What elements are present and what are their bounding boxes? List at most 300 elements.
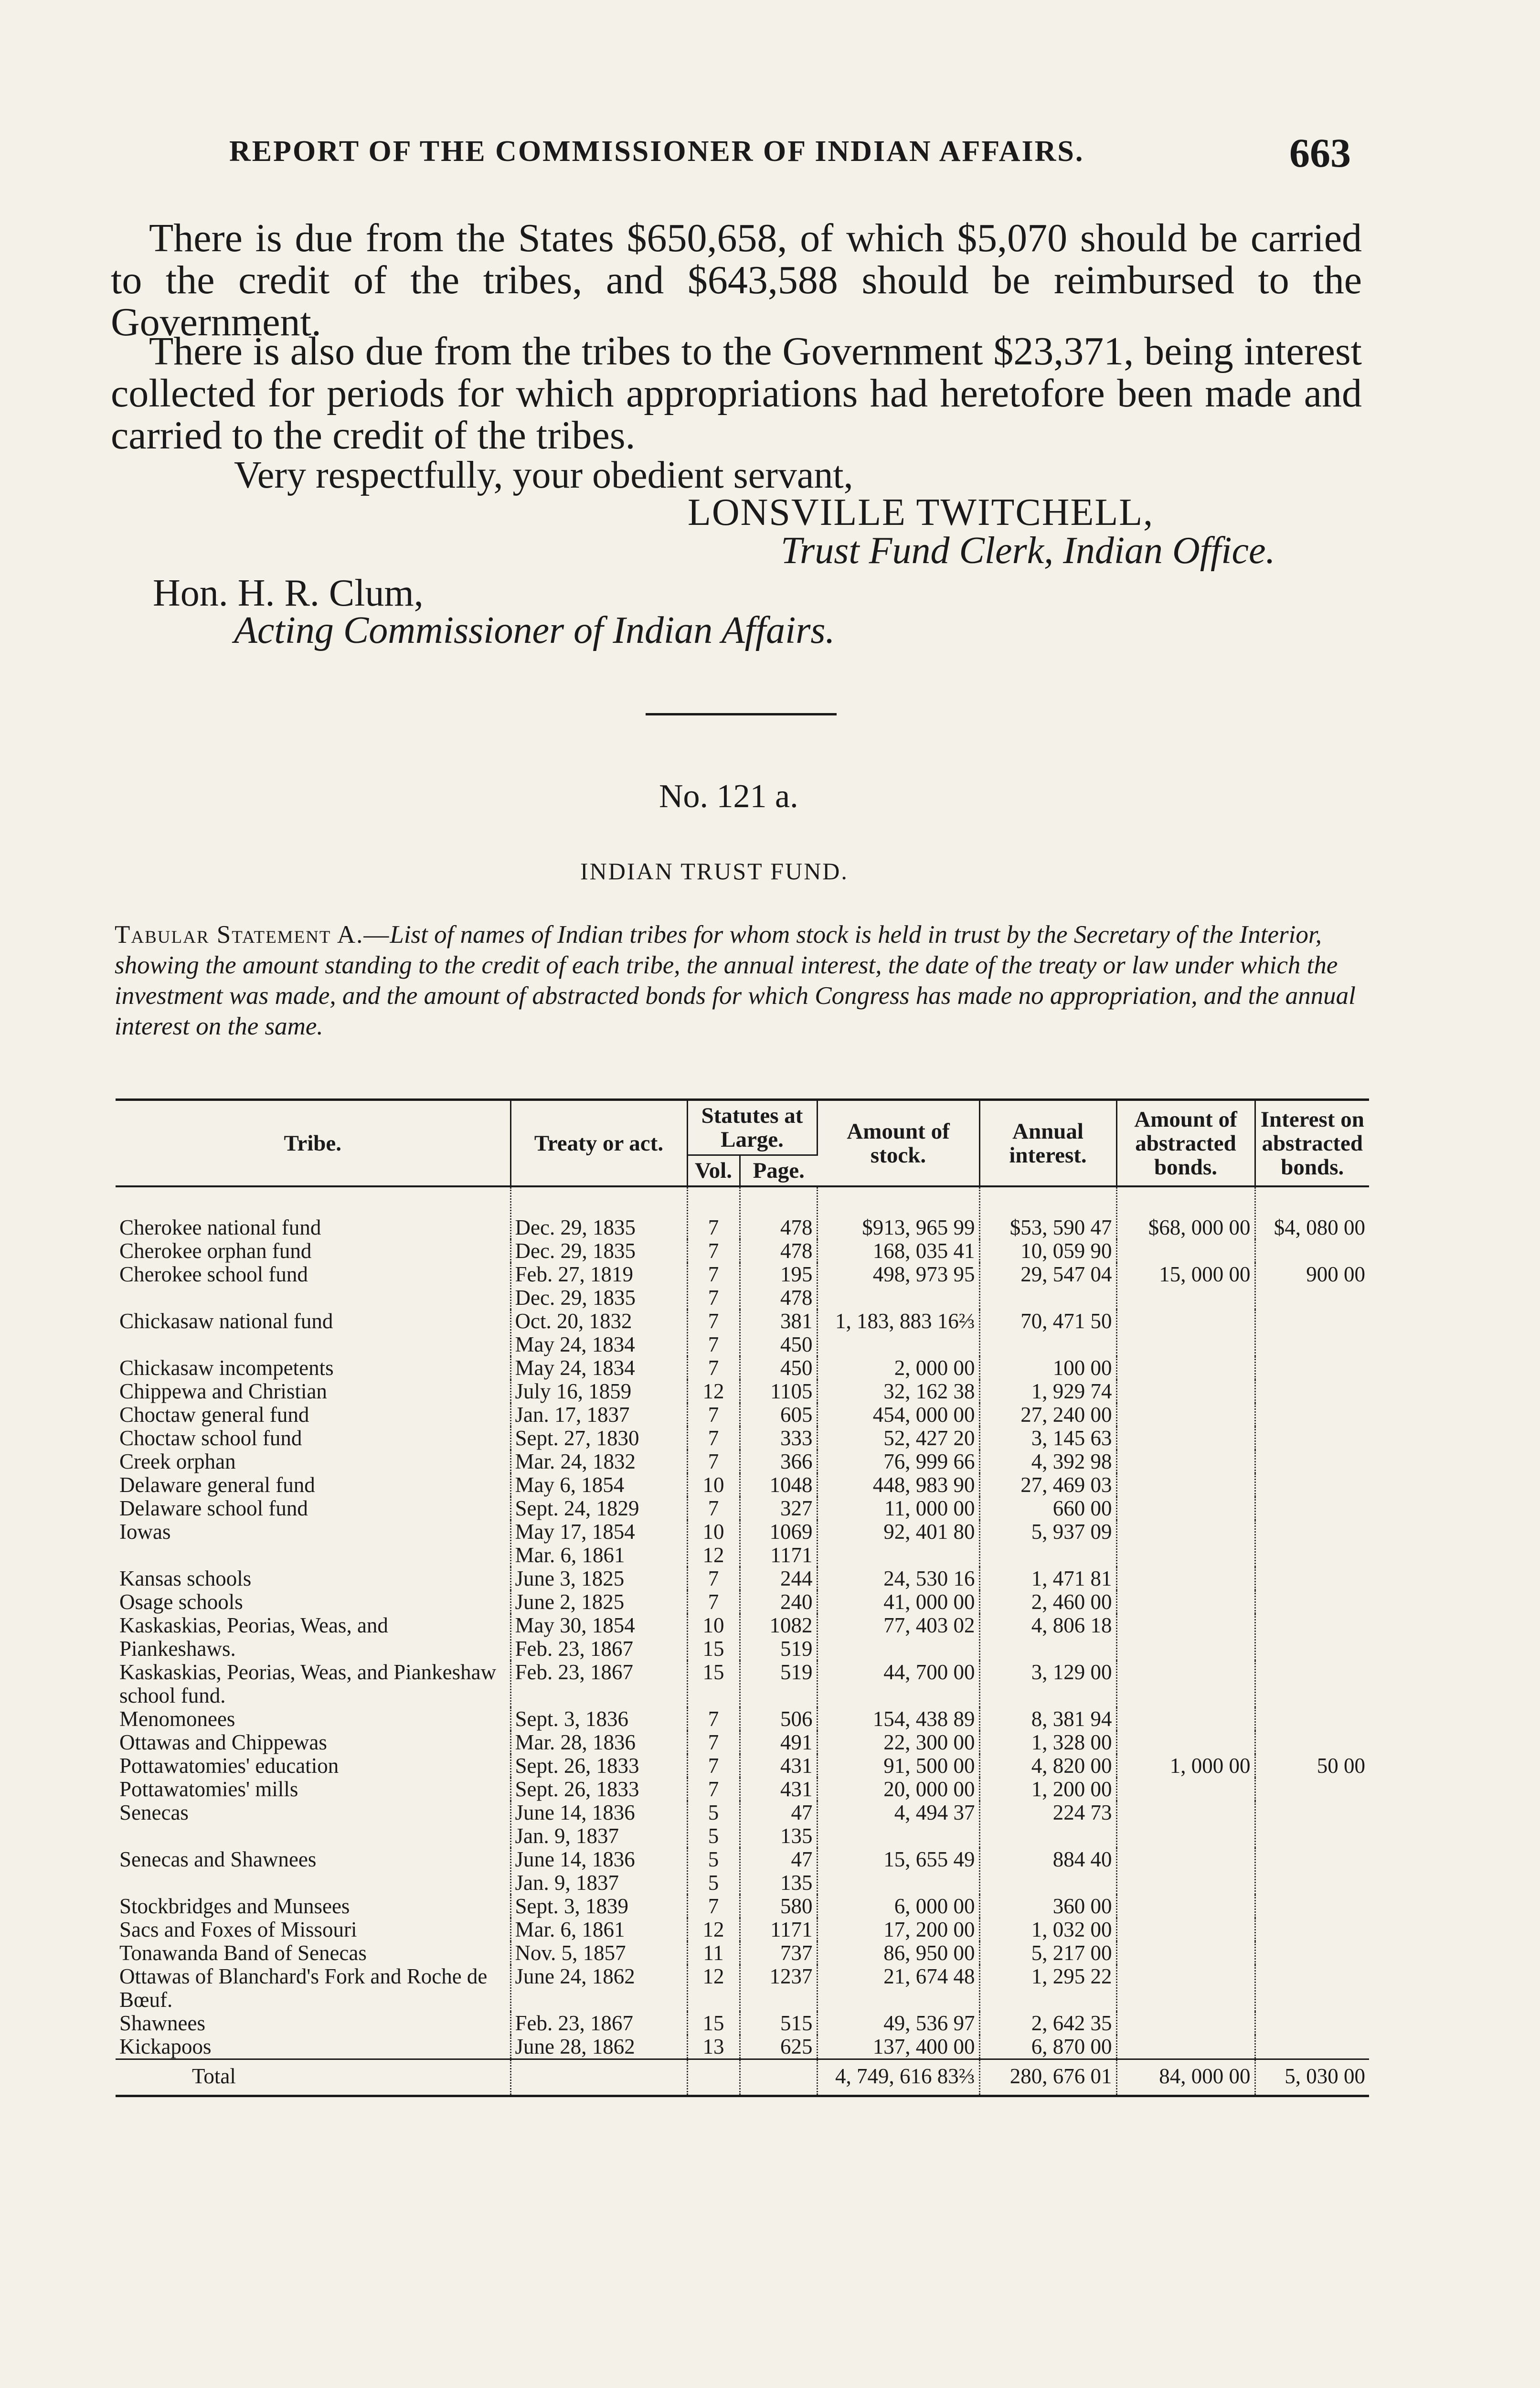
cell-page-line: 478	[780, 1239, 813, 1263]
cell-interest: 660 00	[979, 1497, 1116, 1520]
cell-treaty-line: Jan. 17, 1837	[515, 1403, 630, 1427]
table-row	[116, 1941, 1369, 1965]
cell-vol-line: 7	[708, 1356, 719, 1380]
cell-treaty-line: Feb. 27, 1819	[515, 1263, 633, 1286]
cell-page	[740, 1310, 817, 1356]
cell-abstracted-interest: $4, 080 00	[1274, 1215, 1366, 1239]
cell-page-line: 580	[780, 1895, 813, 1918]
cell-treaty-line: Mar. 6, 1861	[515, 1918, 625, 1941]
cell-abstracted	[1116, 1427, 1255, 1450]
cell-amount: 448, 983 90	[817, 1473, 979, 1497]
cell-tribe: Choctaw general fund	[116, 1403, 510, 1427]
cell-tribe: Ottawas of Blanchard's Fork and Roche de Bœuf.	[116, 1965, 510, 2012]
table-row	[116, 1801, 1369, 1848]
cell-tribe: Cherokee orphan fund	[116, 1239, 510, 1263]
cell-tribe: Sacs and Foxes of Missouri	[116, 1918, 510, 1941]
cell-page-line: 519	[780, 1637, 813, 1661]
cell-page	[740, 1590, 817, 1614]
cell-interest: 2, 460 00	[979, 1590, 1116, 1614]
cell-interest: 5, 217 00	[979, 1941, 1116, 1965]
document-number: No. 121 a.	[659, 778, 798, 815]
letter-paragraph-2-text: There is also due from the tribes to the Government $23,371, being interest collected for periods for which appropriations had heretofore been made and carried to the credit of the tribes.	[111, 329, 1362, 458]
cell-abstracted	[1116, 1778, 1255, 1801]
cell-page-line: 366	[780, 1450, 813, 1473]
cell-tribe: Chippewa and Christian	[116, 1380, 510, 1403]
cell-vol	[687, 2012, 740, 2035]
cell-tribe: Kaskaskias, Peorias, Weas, and Piankeshaw school fund.	[116, 1661, 510, 1707]
cell-treaty	[510, 1380, 687, 1403]
cell-abstracted-interest	[1255, 1310, 1369, 1356]
total-abstracted: 84, 000 00	[1116, 2059, 1255, 2096]
cell-treaty	[510, 1754, 687, 1778]
table-row	[116, 1918, 1369, 1941]
cell-page-line: 333	[780, 1427, 813, 1450]
total-label: Total	[116, 2059, 510, 2096]
cell-abstracted-interest	[1255, 1848, 1369, 1895]
cell-vol-line: 7	[708, 1263, 719, 1286]
cell-abstracted	[1116, 1590, 1255, 1614]
header-amount: Amount of stock.	[817, 1100, 979, 1187]
cell-interest: 10, 059 90	[979, 1239, 1116, 1263]
cell-treaty-line: Jan. 9, 1837	[515, 1824, 619, 1848]
cell-tribe: Menomonees	[116, 1707, 510, 1731]
cell-vol	[687, 1567, 740, 1590]
cell-page-line: 135	[780, 1824, 813, 1848]
cell-abstracted	[1116, 1239, 1255, 1263]
cell-abstracted-interest	[1255, 1731, 1369, 1754]
cell-page-line: 195	[780, 1263, 813, 1286]
cell-treaty-line: May 30, 1854	[515, 1614, 635, 1637]
cell-treaty-line: Mar. 6, 1861	[515, 1543, 625, 1567]
cell-treaty	[510, 1731, 687, 1754]
cell-amount: 76, 999 66	[817, 1450, 979, 1473]
cell-abstracted	[1116, 1941, 1255, 1965]
cell-abstracted-interest: 50 00	[1317, 1754, 1366, 1778]
cell-vol	[687, 1918, 740, 1941]
cell-page	[740, 2035, 817, 2059]
total-interest: 280, 676 01	[979, 2059, 1116, 2096]
cell-page	[740, 1731, 817, 1754]
header-treaty: Treaty or act.	[510, 1100, 687, 1187]
cell-page	[740, 1941, 817, 1965]
cell-tribe: Kansas schools	[116, 1567, 510, 1590]
cell-treaty	[510, 1427, 687, 1450]
addressee-title: Acting Commissioner of Indian Affairs.	[234, 609, 835, 651]
cell-page	[740, 1918, 817, 1941]
cell-abstracted	[1116, 2012, 1255, 2035]
cell-page-line: 1171	[770, 1918, 813, 1941]
cell-abstracted-interest	[1255, 1778, 1369, 1801]
cell-treaty	[510, 1473, 687, 1497]
cell-page-line: 135	[780, 1871, 813, 1895]
cell-interest: 1, 295 22	[979, 1965, 1116, 2012]
cell-vol	[687, 1497, 740, 1520]
cell-abstracted	[1116, 1520, 1255, 1567]
cell-vol	[687, 1403, 740, 1427]
cell-abstracted: 15, 000 00	[1116, 1263, 1255, 1310]
cell-interest: 100 00	[979, 1356, 1116, 1380]
cell-treaty	[510, 1590, 687, 1614]
cell-page	[740, 1356, 817, 1380]
cell-vol-line: 12	[702, 1918, 724, 1941]
cell-amount: 498, 973 95	[817, 1263, 979, 1310]
cell-page	[740, 1403, 817, 1427]
cell-treaty	[510, 1450, 687, 1473]
cell-treaty-line: Mar. 24, 1832	[515, 1450, 636, 1473]
cell-abstracted-interest	[1255, 1473, 1369, 1497]
cell-treaty	[510, 2012, 687, 2035]
cell-vol	[687, 1778, 740, 1801]
cell-treaty-line: May 24, 1834	[515, 1333, 635, 1356]
cell-amount: 49, 536 97	[817, 2012, 979, 2035]
cell-vol-line: 5	[708, 1801, 719, 1824]
table-row	[116, 1497, 1369, 1520]
cell-amount: 137, 400 00	[817, 2035, 979, 2059]
header-abstracted-interest: Interest on abstracted bonds.	[1255, 1100, 1369, 1187]
cell-abstracted-interest	[1255, 1965, 1369, 2012]
table-caption	[115, 919, 1366, 1042]
cell-vol-line: 7	[708, 1590, 719, 1614]
cell-tribe: Shawnees	[116, 2012, 510, 2035]
cell-treaty-line: Nov. 5, 1857	[515, 1941, 626, 1965]
table-row	[116, 1848, 1369, 1895]
cell-abstracted-interest	[1255, 1661, 1369, 1707]
cell-page	[740, 1614, 817, 1661]
cell-vol-line: 10	[702, 1520, 724, 1544]
cell-vol-line: 15	[702, 1637, 724, 1661]
cell-abstracted-interest	[1255, 1895, 1369, 1918]
letter-paragraph-1-text: There is due from the States $650,658, of which $5,070 should be carried to the credit of the tribes, and $643,588 should be reimbursed to the Government.	[111, 216, 1362, 344]
cell-abstracted	[1116, 1965, 1255, 2012]
table-row	[116, 1450, 1369, 1473]
cell-treaty-line: Dec. 29, 1835	[515, 1286, 636, 1310]
cell-vol	[687, 1356, 740, 1380]
cell-treaty	[510, 1801, 687, 1848]
cell-treaty	[510, 1497, 687, 1520]
cell-vol-line: 7	[708, 1427, 719, 1450]
cell-page	[740, 1801, 817, 1848]
cell-abstracted	[1116, 1356, 1255, 1380]
cell-interest: 4, 392 98	[979, 1450, 1116, 1473]
cell-abstracted-interest	[1255, 1403, 1369, 1427]
cell-abstracted	[1116, 1567, 1255, 1590]
cell-interest: 360 00	[979, 1895, 1116, 1918]
cell-amount: 11, 000 00	[817, 1497, 979, 1520]
cell-vol	[687, 1895, 740, 1918]
cell-interest: 29, 547 04	[979, 1263, 1116, 1310]
cell-abstracted-interest	[1255, 2035, 1369, 2059]
cell-treaty	[510, 1778, 687, 1801]
cell-vol-line: 7	[708, 1731, 719, 1754]
cell-amount: 44, 700 00	[817, 1661, 979, 1707]
cell-page-line: 431	[780, 1754, 813, 1778]
cell-abstracted	[1116, 1848, 1255, 1895]
cell-amount: 52, 427 20	[817, 1427, 979, 1450]
cell-tribe: Kaskaskias, Peorias, Weas, and Piankeshaws.	[116, 1614, 510, 1661]
table-row	[116, 1965, 1369, 2012]
cell-interest: 3, 129 00	[979, 1661, 1116, 1707]
cell-vol-line: 7	[708, 1707, 719, 1731]
cell-amount: 2, 000 00	[817, 1356, 979, 1380]
cell-vol	[687, 2035, 740, 2059]
cell-vol-line: 7	[708, 1333, 719, 1356]
cell-vol	[687, 1450, 740, 1473]
table-row	[116, 1778, 1369, 1801]
cell-page-line: 244	[780, 1567, 813, 1590]
cell-vol-line: 7	[708, 1310, 719, 1333]
cell-tribe: Pottawatomies' education	[116, 1754, 510, 1778]
cell-vol	[687, 1380, 740, 1403]
cell-vol-line: 5	[708, 1824, 719, 1848]
cell-vol	[687, 1731, 740, 1754]
letter-closing: Very respectfully, your obedient servant,	[234, 454, 853, 496]
cell-page	[740, 1497, 817, 1520]
cell-vol-line: 7	[708, 1754, 719, 1778]
document-title: INDIAN TRUST FUND.	[580, 858, 849, 885]
cell-vol	[687, 1263, 740, 1310]
cell-page-line: 491	[780, 1731, 813, 1754]
table-row	[116, 1473, 1369, 1497]
cell-interest: 5, 937 09	[979, 1520, 1116, 1567]
cell-page-line: 1105	[770, 1380, 813, 1403]
header-vol: Vol.	[687, 1155, 740, 1187]
header-abstracted: Amount of abstracted bonds.	[1116, 1100, 1255, 1187]
cell-treaty	[510, 1707, 687, 1731]
cell-page	[740, 1380, 817, 1403]
cell-tribe: Chickasaw incompetents	[116, 1356, 510, 1380]
header-statutes: Statutes at Large.	[687, 1100, 817, 1155]
cell-treaty	[510, 1848, 687, 1895]
table-row	[116, 1263, 1369, 1310]
cell-vol-line: 12	[702, 1380, 724, 1403]
cell-abstracted-interest	[1255, 1567, 1369, 1590]
cell-amount: 41, 000 00	[817, 1590, 979, 1614]
cell-abstracted-interest	[1255, 2012, 1369, 2035]
cell-vol	[687, 1186, 740, 1239]
cell-tribe: Delaware general fund	[116, 1473, 510, 1497]
table-total-row	[116, 2059, 1369, 2096]
cell-vol	[687, 1707, 740, 1731]
cell-vol-line: 7	[708, 1403, 719, 1427]
page-number: 663	[1289, 130, 1351, 176]
cell-treaty-line: Sept. 24, 1829	[515, 1497, 639, 1520]
cell-abstracted-interest	[1255, 1707, 1369, 1731]
cell-treaty-line: June 14, 1836	[515, 1801, 635, 1824]
cell-vol	[687, 1473, 740, 1497]
cell-abstracted	[1116, 1497, 1255, 1520]
cell-tribe: Tonawanda Band of Senecas	[116, 1941, 510, 1965]
cell-treaty	[510, 1614, 687, 1661]
cell-treaty-line: May 6, 1854	[515, 1473, 625, 1497]
cell-vol	[687, 1590, 740, 1614]
cell-page	[740, 2012, 817, 2035]
cell-amount: 32, 162 38	[817, 1380, 979, 1403]
section-divider	[646, 713, 837, 715]
cell-vol-line: 13	[702, 2035, 724, 2058]
cell-abstracted	[1116, 1403, 1255, 1427]
cell-treaty	[510, 1186, 687, 1239]
cell-page-line: 1069	[769, 1520, 813, 1544]
cell-abstracted-interest	[1255, 1918, 1369, 1941]
cell-vol	[687, 1520, 740, 1567]
table-row	[116, 1427, 1369, 1450]
cell-page	[740, 1848, 817, 1895]
cell-interest: 1, 200 00	[979, 1778, 1116, 1801]
cell-page	[740, 1263, 817, 1310]
cell-page-line: 605	[780, 1403, 813, 1427]
cell-treaty	[510, 1965, 687, 2012]
cell-vol	[687, 1848, 740, 1895]
table-row	[116, 1310, 1369, 1356]
cell-amount: 168, 035 41	[817, 1239, 979, 1263]
cell-treaty-line: Feb. 23, 1867	[515, 1637, 633, 1661]
cell-page-line: 1048	[769, 1473, 813, 1497]
cell-amount: 24, 530 16	[817, 1567, 979, 1590]
cell-interest: 224 73	[979, 1801, 1116, 1848]
cell-interest: 1, 471 81	[979, 1567, 1116, 1590]
cell-tribe: Cherokee school fund	[116, 1263, 510, 1310]
cell-amount: 4, 494 37	[817, 1801, 979, 1848]
cell-tribe: Choctaw school fund	[116, 1427, 510, 1450]
cell-vol-line: 12	[702, 1543, 724, 1567]
table-row	[116, 1590, 1369, 1614]
cell-vol-line: 7	[708, 1497, 719, 1520]
running-title: REPORT OF THE COMMISSIONER OF INDIAN AFFAIRS.	[229, 135, 1084, 168]
cell-vol-line: 11	[703, 1941, 724, 1965]
caption-label: Tabular Statement A.—	[115, 921, 390, 949]
cell-page	[740, 1895, 817, 1918]
cell-interest: 4, 806 18	[979, 1614, 1116, 1661]
cell-amount: 21, 674 48	[817, 1965, 979, 2012]
cell-treaty-line: May 24, 1834	[515, 1356, 635, 1380]
cell-vol-line: 7	[708, 1286, 719, 1310]
cell-page	[740, 1427, 817, 1450]
cell-page-line: 478	[780, 1215, 813, 1239]
cell-abstracted: $68, 000 00	[1116, 1186, 1255, 1239]
cell-tribe: Delaware school fund	[116, 1497, 510, 1520]
cell-treaty	[510, 1895, 687, 1918]
total-vol-empty	[687, 2059, 740, 2096]
cell-treaty-line: Jan. 9, 1837	[515, 1871, 619, 1895]
total-abstracted-interest: 5, 030 00	[1255, 2059, 1369, 2096]
table-row	[116, 1520, 1369, 1567]
cell-amount: 1, 183, 883 16⅔	[817, 1310, 979, 1356]
cell-page-line: 737	[780, 1941, 813, 1965]
cell-vol	[687, 1801, 740, 1848]
cell-amount: 454, 000 00	[817, 1403, 979, 1427]
cell-treaty-line: Dec. 29, 1835	[515, 1239, 636, 1263]
cell-treaty-line: June 24, 1862	[515, 1965, 635, 1988]
cell-amount: 15, 655 49	[817, 1848, 979, 1895]
cell-vol-line: 10	[702, 1473, 724, 1497]
cell-treaty-line: Sept. 3, 1839	[515, 1895, 629, 1918]
cell-treaty	[510, 1941, 687, 1965]
trust-fund-table	[116, 1098, 1369, 2097]
table-row	[116, 1356, 1369, 1380]
cell-abstracted-interest	[1255, 1590, 1369, 1614]
cell-page-line: 478	[780, 1286, 813, 1310]
cell-abstracted	[1116, 1731, 1255, 1754]
cell-abstracted	[1116, 1310, 1255, 1356]
cell-interest: 1, 929 74	[979, 1380, 1116, 1403]
cell-vol-line: 7	[708, 1239, 719, 1263]
cell-interest: 3, 145 63	[979, 1427, 1116, 1450]
cell-treaty	[510, 2035, 687, 2059]
cell-amount: $913, 965 99	[817, 1186, 979, 1239]
cell-abstracted-interest	[1255, 1941, 1369, 1965]
table-row	[116, 1403, 1369, 1427]
cell-page	[740, 1661, 817, 1707]
cell-page-line: 506	[780, 1707, 813, 1731]
cell-vol-line: 10	[702, 1614, 724, 1637]
cell-treaty-line: Sept. 3, 1836	[515, 1707, 629, 1731]
cell-treaty-line: June 14, 1836	[515, 1848, 635, 1871]
total-treaty-empty	[510, 2059, 687, 2096]
cell-vol	[687, 1941, 740, 1965]
cell-abstracted	[1116, 1895, 1255, 1918]
cell-treaty	[510, 1403, 687, 1427]
cell-vol-line: 15	[702, 1661, 724, 1684]
cell-vol	[687, 1661, 740, 1707]
table-row	[116, 1186, 1369, 1239]
cell-vol-line: 7	[708, 1778, 719, 1801]
cell-page-line: 1171	[770, 1543, 813, 1567]
cell-treaty-line: Feb. 23, 1867	[515, 2012, 633, 2035]
cell-treaty	[510, 1567, 687, 1590]
cell-amount: 6, 000 00	[817, 1895, 979, 1918]
addressee-name: Hon. H. R. Clum,	[153, 572, 424, 614]
cell-abstracted-interest	[1255, 1356, 1369, 1380]
cell-treaty	[510, 1661, 687, 1707]
cell-page-line: 47	[791, 1801, 813, 1824]
cell-interest: 70, 471 50	[979, 1310, 1116, 1356]
signer-name: LONSVILLE TWITCHELL,	[688, 491, 1154, 533]
total-page-empty	[740, 2059, 817, 2096]
cell-abstracted	[1116, 1380, 1255, 1403]
table-row	[116, 2035, 1369, 2059]
cell-page-line: 381	[780, 1310, 813, 1333]
table-row	[116, 1614, 1369, 1661]
cell-treaty-line: Sept. 27, 1830	[515, 1427, 639, 1450]
cell-vol-line: 7	[708, 1450, 719, 1473]
cell-vol-line: 7	[708, 1215, 719, 1239]
cell-vol	[687, 1310, 740, 1356]
cell-treaty	[510, 1310, 687, 1356]
cell-vol	[687, 1427, 740, 1450]
cell-interest: 27, 469 03	[979, 1473, 1116, 1497]
cell-tribe: Kickapoos	[116, 2035, 510, 2059]
header-page: Page.	[740, 1155, 817, 1187]
cell-vol-line: 12	[702, 1965, 724, 1988]
signer-title: Trust Fund Clerk, Indian Office.	[781, 530, 1275, 572]
cell-tribe: Senecas and Shawnees	[116, 1848, 510, 1895]
cell-abstracted: 1, 000 00	[1116, 1754, 1255, 1778]
cell-interest: $53, 590 47	[979, 1186, 1116, 1239]
cell-page	[740, 1186, 817, 1239]
cell-vol-line: 7	[708, 1895, 719, 1918]
cell-page-line: 47	[791, 1848, 813, 1871]
cell-abstracted	[1116, 1450, 1255, 1473]
cell-tribe: Pottawatomies' mills	[116, 1778, 510, 1801]
cell-page-line: 625	[780, 2035, 813, 2058]
cell-treaty	[510, 1263, 687, 1310]
cell-abstracted-interest	[1255, 1450, 1369, 1473]
cell-page-line: 450	[780, 1333, 813, 1356]
cell-page-line: 515	[780, 2012, 813, 2035]
cell-interest: 884 40	[979, 1848, 1116, 1895]
cell-tribe: Iowas	[116, 1520, 510, 1567]
cell-treaty	[510, 1356, 687, 1380]
